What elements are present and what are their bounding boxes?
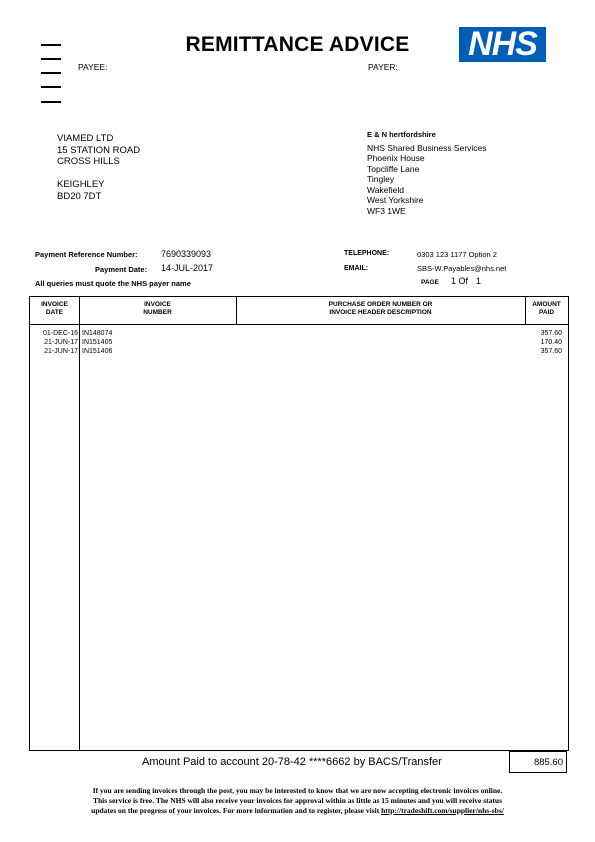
header-text: PAID: [538, 309, 555, 316]
queries-note: All queries must quote the NHS payer name: [35, 279, 191, 288]
cell-number: IN151405: [82, 339, 113, 346]
fold-mark: [41, 72, 61, 74]
payer-line: Topcliffe Lane: [367, 163, 420, 174]
table-row-number: [82, 329, 112, 356]
footer-line: [40, 806, 555, 816]
header-text: AMOUNT: [532, 301, 561, 308]
cell-number: IN151406: [82, 348, 113, 355]
table-header-divider: [30, 324, 568, 325]
header-text: INVOICE: [41, 301, 68, 308]
fold-mark: [41, 101, 61, 103]
cell-date: 21-JUN-17: [44, 339, 78, 346]
fold-mark: [41, 86, 61, 88]
payee-line: BD20 7DT: [57, 190, 102, 202]
header-text: DATE: [45, 309, 64, 316]
telephone-label: TELEPHONE:: [344, 250, 390, 257]
payer-line: West Yorkshire: [367, 195, 424, 205]
payee-label: PAYEE:: [78, 62, 108, 72]
payer-line: WF3 1WE: [367, 205, 406, 216]
tradeshift-link[interactable]: http://tradeshift.com/supplier/nhs-sbs/: [381, 806, 504, 815]
page-total: 1: [476, 276, 482, 286]
page-label: PAGE: [421, 279, 439, 286]
telephone-value: 0303 123 1177 Option 2: [417, 250, 497, 259]
payer-label: PAYER:: [368, 62, 398, 72]
email-label: EMAIL:: [344, 265, 369, 272]
payee-line: KEIGHLEY: [57, 179, 105, 190]
cell-date: 01-DEC-16: [42, 330, 78, 337]
page-title: REMITTANCE ADVICE: [185, 33, 410, 56]
page-value: 1 Of: [451, 276, 469, 286]
payer-line: Tingley: [367, 174, 395, 184]
footer-line: If you are sending invoices through the post, you may be interested to know that we are now accepting electronic invoices online.: [92, 786, 503, 795]
header-invoice-date: [30, 301, 79, 317]
header-text: INVOICE HEADER DESCRIPTION: [329, 309, 432, 316]
header-amount-paid: [525, 301, 568, 317]
payment-date-label: Payment Date:: [95, 265, 148, 274]
footer-line-text: updates on the progress of your invoices. For more information and to register, please visit: [91, 806, 380, 815]
table-row-amount: [541, 329, 562, 356]
cell-number: IN148074: [82, 330, 113, 337]
payment-reference-label: Payment Reference Number:: [35, 250, 138, 259]
invoice-table: [29, 296, 569, 751]
email-value: SBS-W.Payables@nhs.net: [417, 264, 507, 273]
payee-line: [57, 168, 140, 180]
fold-mark: [41, 58, 61, 60]
cell-date: 21-JUN-17: [44, 348, 78, 355]
column-divider: [79, 297, 80, 750]
header-text: INVOICE: [144, 301, 171, 308]
payee-address: [57, 133, 140, 202]
payer-line: Phoenix House: [367, 153, 425, 163]
payer-line: Wakefield: [367, 184, 405, 195]
cell-amount: 357.60: [540, 330, 562, 337]
cell-amount: 170.40: [540, 339, 562, 346]
payer-address: [367, 130, 487, 216]
payment-date-value: 14-JUL-2017: [161, 263, 214, 273]
header-text: NUMBER: [143, 309, 172, 316]
total-amount: 885.60: [509, 751, 567, 773]
payer-line: NHS Shared Business Services: [367, 142, 487, 153]
header-text: PURCHASE ORDER NUMBER OR: [328, 301, 433, 308]
amount-paid-statement: Amount Paid to account 20-78-42 ****6662 by BACS/Transfer: [142, 756, 442, 768]
payee-line: 15 STATION ROAD: [57, 144, 141, 156]
table-row-date: [32, 329, 78, 356]
nhs-logo: NHS: [459, 27, 546, 62]
cell-amount: 357.60: [540, 348, 562, 355]
footer-line: This service is free. The NHS will also receive your invoices for approval within as little as 15 minutes and you will receive status: [92, 796, 503, 805]
header-po-description: [236, 301, 525, 317]
payer-name: E & N hertfordshire: [367, 130, 436, 139]
payee-line: VIAMED LTD: [57, 133, 114, 144]
payee-line: CROSS HILLS: [57, 156, 120, 167]
payment-reference-value: 7690339093: [161, 249, 212, 259]
footer-notice: [40, 786, 555, 816]
header-invoice-number: [79, 301, 236, 317]
